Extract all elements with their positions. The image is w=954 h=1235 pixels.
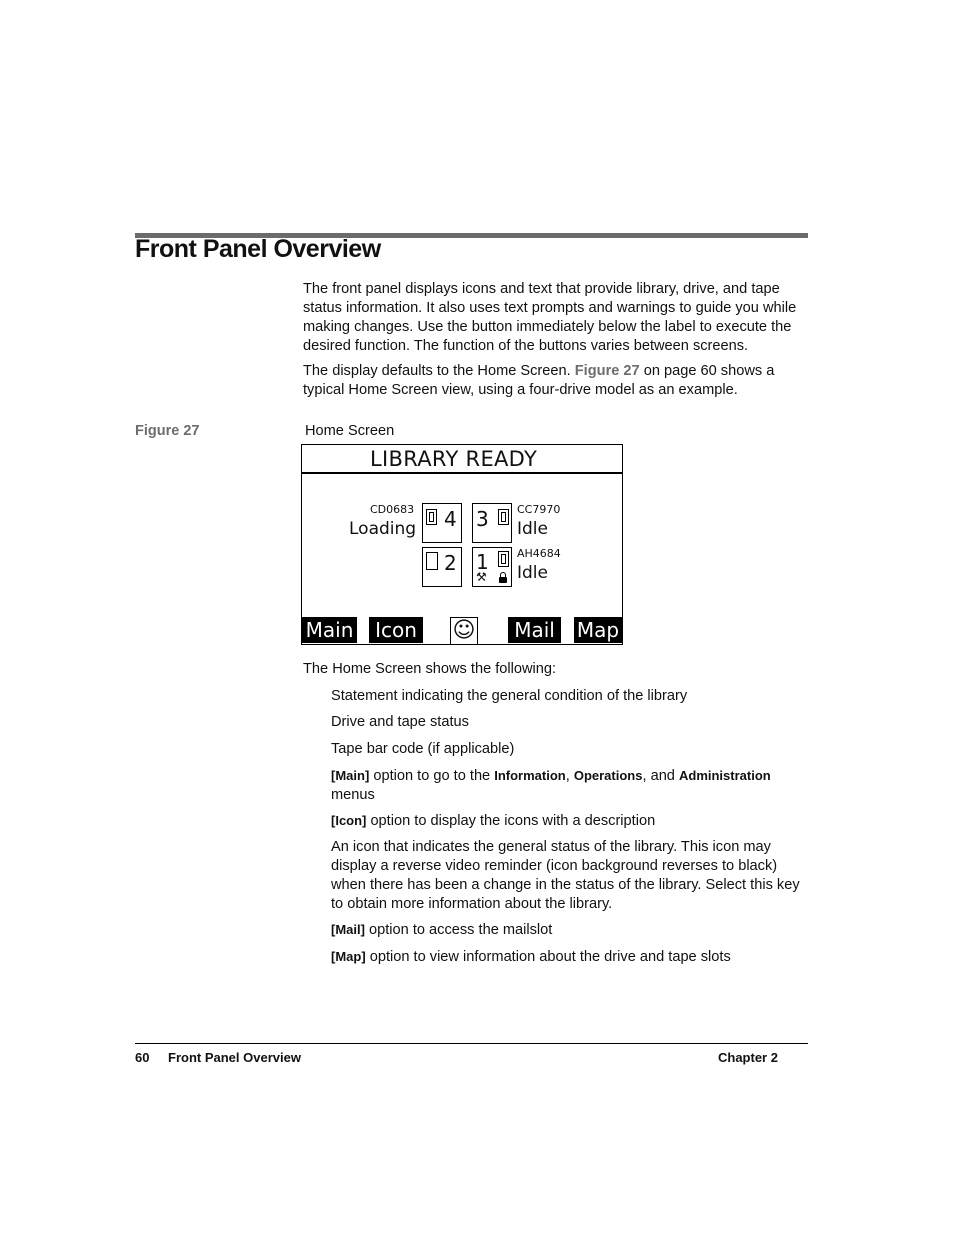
lcd-header [302, 445, 622, 474]
intro-text-before: The display defaults to the Home Screen. [303, 363, 575, 379]
mail-softkey[interactable]: Mail [508, 617, 561, 643]
wrench-icon: ⚒ [476, 570, 487, 584]
drive-4-barcode: CD0683 [370, 503, 415, 516]
drive-4-box [422, 503, 462, 543]
list-item: An icon that indicates the general status of the library. This icon may display a reverse video reminder (icon background reverses to black) when there has been a change in the status of the library. Select this key to obtain more information about the library. [331, 839, 800, 912]
drive-4-status: Loading [349, 519, 417, 539]
page-number: 60 [135, 1050, 150, 1065]
menu-administration: Administration [678, 768, 771, 783]
footer-chapter: Chapter 2 [718, 1050, 778, 1065]
figure-label: Figure 27 [135, 423, 200, 439]
list-text: option to go to the [369, 768, 495, 784]
list-text: menus [331, 787, 375, 803]
list-intro: The Home Screen shows the following: [303, 661, 557, 677]
drive-3-number: 3 [476, 507, 489, 531]
page-title: Front Panel Overview [135, 235, 381, 263]
list-item [331, 766, 808, 805]
list-text: option to display the icons with a description [366, 813, 656, 829]
list-item [331, 920, 808, 940]
lock-icon [499, 577, 507, 583]
menu-operations: Operations [573, 768, 643, 783]
drive-3-status: Idle [517, 519, 548, 539]
list-text: , and [642, 768, 679, 784]
home-screen-display [301, 444, 623, 645]
list-text: option to view information about the drive and tape slots [365, 949, 731, 965]
drive-4-number: 4 [444, 507, 457, 531]
list-item: Tape bar code (if applicable) [331, 741, 515, 757]
list-item: Statement indicating the general condition of the library [331, 688, 688, 704]
main-softkey[interactable]: Main [302, 617, 357, 643]
footer-rule [135, 1043, 808, 1044]
main-key-label: [Main] [331, 768, 370, 783]
tape-icon [498, 509, 509, 525]
smiley-icon[interactable]: ☺ [450, 617, 478, 645]
menu-information: Information [494, 768, 566, 783]
intro-text-after: on page 60 shows a typical Home Screen view, using a four-drive model as an example. [303, 363, 775, 398]
intro-paragraph-2 [303, 362, 808, 400]
drive-1-box [472, 547, 512, 587]
figure-caption: Home Screen [305, 423, 395, 439]
drive-1-barcode: AH4684 [517, 547, 561, 560]
list-text: option to access the mailslot [364, 922, 553, 938]
library-status-title: LIBRARY READY [370, 447, 538, 471]
tape-icon [498, 551, 509, 567]
list-text: , [565, 768, 574, 784]
mail-key-label: [Mail] [331, 922, 365, 937]
list-item [331, 811, 808, 831]
map-key-label: [Map] [331, 949, 366, 964]
map-softkey[interactable]: Map [574, 617, 622, 643]
figure-link[interactable]: Figure 27 [574, 363, 640, 379]
drive-1-status: Idle [517, 563, 548, 583]
list-item [331, 947, 808, 967]
empty-drive-icon [426, 552, 438, 570]
icon-key-label: [Icon] [331, 813, 367, 828]
drive-1-number: 1 [476, 550, 489, 574]
intro-paragraph-1: The front panel displays icons and text that provide library, drive, and tape status information. It also uses text prompts and warnings to guide you while making changes. Use the button immediately below the label to execute the desired function. The function of the buttons varies between screens. [303, 281, 797, 354]
icon-softkey[interactable]: Icon [369, 617, 423, 643]
drive-3-barcode: CC7970 [517, 503, 561, 516]
drive-3-box [472, 503, 512, 543]
tape-icon [426, 509, 437, 525]
drive-2-box [422, 547, 462, 587]
footer-section: Front Panel Overview [168, 1050, 301, 1065]
list-item: Drive and tape status [331, 714, 469, 730]
drive-2-number: 2 [444, 551, 457, 575]
